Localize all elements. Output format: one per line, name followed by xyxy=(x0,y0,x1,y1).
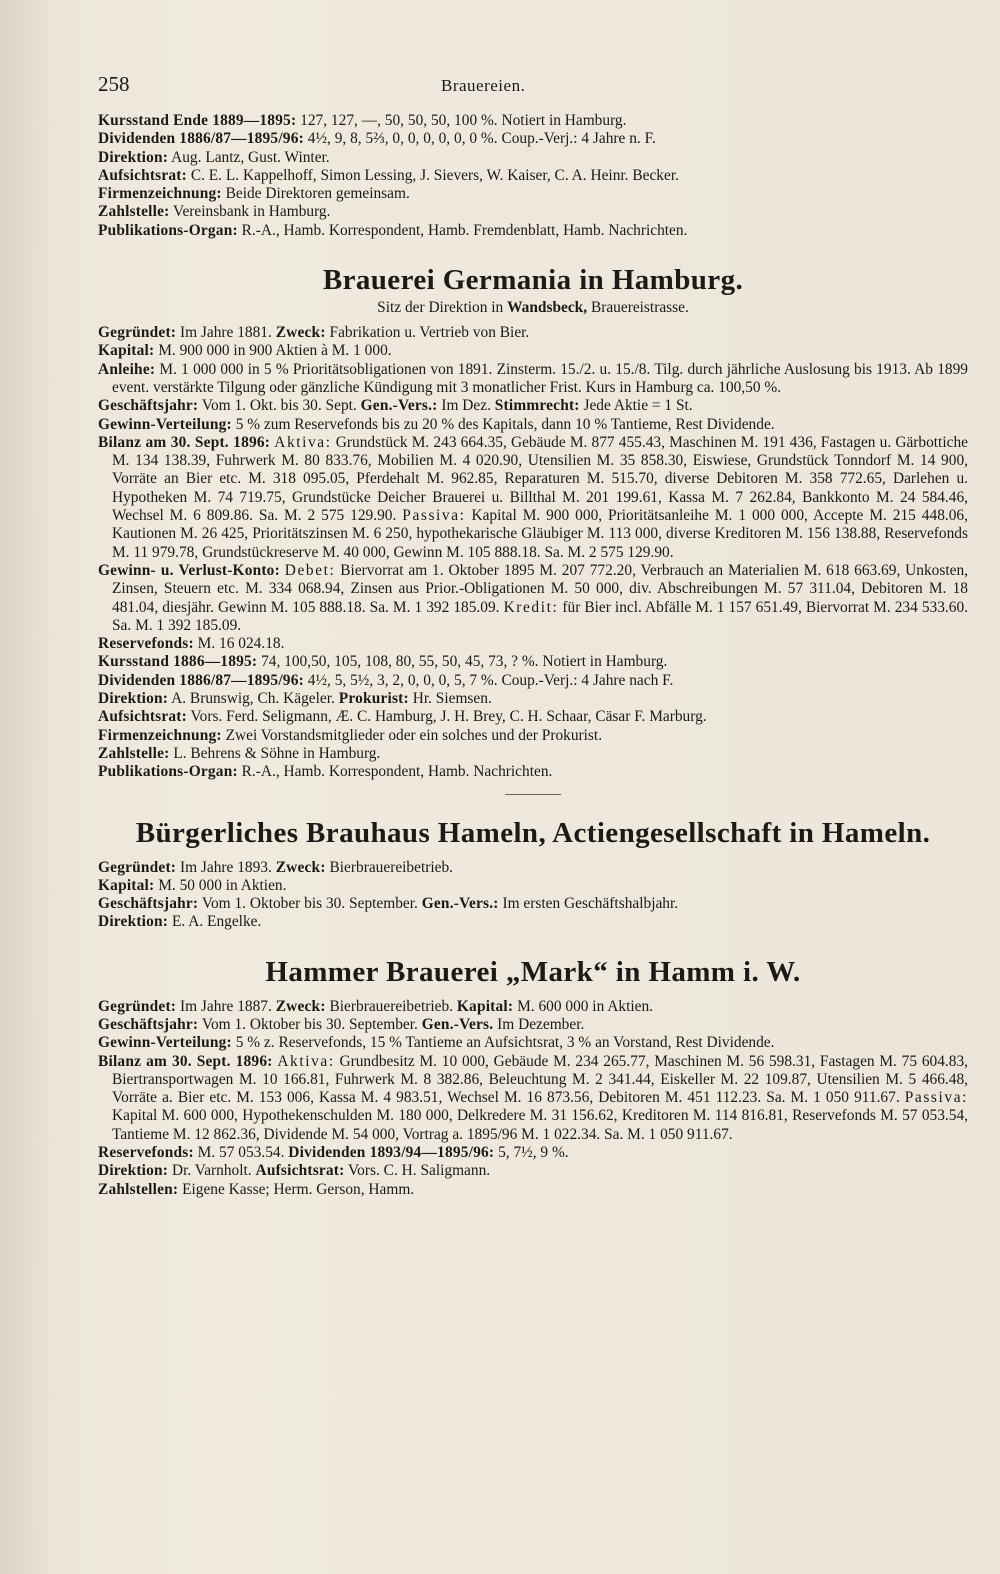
previous-company-continuation xyxy=(98,112,968,240)
entry-firmenzeichnung: Firmenzeichnung: Beide Direktoren gemeinsam. xyxy=(98,185,410,203)
company-germania xyxy=(98,262,968,781)
company-title: Brauerei Germania in Hamburg. xyxy=(322,264,744,297)
entry-reservefonds: Reservefonds: M. 16 024.18. xyxy=(98,635,285,653)
entry-gegruendet: Gegründet: Im Jahre 1887. Zweck: Bierbrauereibetrieb. Kapital: M. 600 000 in Aktien. xyxy=(98,997,654,1015)
entry-geschaeftsjahr: Geschäftsjahr: Vom 1. Oktober bis 30. September. Gen.-Vers. Im Dezember. xyxy=(98,1015,585,1033)
entry-zahlstelle: Zahlstelle: L. Behrens & Söhne in Hamburg. xyxy=(98,744,381,762)
entry-zahlstellen: Zahlstellen: Eigene Kasse; Herm. Gerson, Hamm. xyxy=(98,1180,415,1198)
entry-bilanz: Bilanz am 30. Sept. 1896: Aktiva: Grundbesitz M. 10 000, Gebäude M. 234 265.77, Maschinen M. 56 598.31, Fastagen M. 75 604.83, Biertransportwagen M. 10 166.81, Fuhrwerk M. 8 382.86, Beleuchtung M. 2 341.44, Eiskeller M. 22 109.87, Utensilien M. 5 466.48, Vorräte a. Bier etc. M. 153 006, Kassa M. 4 983.51, Wechsel M. 16 873.56, Debitoren M. 451 112.23. Sa. M. 1 050 911.67. Passiva: Kapital M. 600 000, Hypothekenschulden M. 180 000, Delkredere M. 31 156.62, Kreditoren M. 114 816.81, Reservefonds M. 57 053.54, Tantieme M. 12 862.36, Dividende M. 54 000, Vortrag a. 1895/96 M. 1 022.34. Sa. M. 1 050 911.67. xyxy=(98,1052,968,1143)
entry-direktion: Direktion: Aug. Lantz, Gust. Winter. xyxy=(98,148,330,166)
entry-aufsichtsrat: Aufsichtsrat: C. E. L. Kappelhoff, Simon Lessing, J. Sievers, W. Kaiser, C. A. Heinr. Becker. xyxy=(98,166,679,184)
entry-gegruendet: Gegründet: Im Jahre 1893. Zweck: Bierbrauereibetrieb. xyxy=(98,858,454,876)
entry-dividenden: Dividenden 1886/87—1895/96: 4½, 5, 5½, 3, 2, 0, 0, 0, 5, 7 %. Coup.-Verj.: 4 Jahre nach F. xyxy=(98,671,674,689)
entry-geschaeftsjahr: Geschäftsjahr: Vom 1. Oktober bis 30. September. Gen.-Vers.: Im ersten Geschäftshalbjahr. xyxy=(98,895,679,913)
company-title: Bürgerliches Brauhaus Hameln, Actiengesellschaft in Hameln. xyxy=(135,816,931,849)
entry-gegruendet: Gegründet: Im Jahre 1881. Zweck: Fabrikation u. Vertrieb von Bier. xyxy=(98,324,530,342)
entry-bilanz: Bilanz am 30. Sept. 1896: Aktiva: Grundstück M. 243 664.35, Gebäude M. 877 455.43, Maschinen M. 191 436, Fastagen u. Gärbottiche M. 134 138.39, Fuhrwerk M. 80 833.76, Mobilien M. 4 020.90, Utensilien M. 35 858.30, Eiswiese, Grundstück Tonndorf M. 14 900, Vorräte an Bier etc. M. 318 095.05, Pferdehalt M. 962.85, Reparaturen M. 515.70, diverse Debitoren M. 358 772.65, Darlehen u. Hypotheken M. 74 719.75, Grundstücke Deicher Brauerei u. Billthal M. 201 199.61, Kassa M. 7 262.84, Bankkonto M. 24 584.46, Wechsel M. 6 809.86. Sa. M. 2 575 129.90. Passiva: Kapital M. 900 000, Prioritätsanleihe M. 1 000 000, Accepte M. 215 448.06, Kautionen M. 26 425, Prioritätszinsen M. 6 250, hypothekarische Gläubiger M. 113 000, diverse Kreditoren M. 156 138.88, Reservefonds M. 11 979.78, Grundstückreserve M. 40 000, Gewinn M. 105 888.18. Sa. M. 2 575 129.90. xyxy=(98,433,968,561)
entry-gewinn-verteilung: Gewinn-Verteilung: 5 % z. Reservefonds, 15 % Tantieme an Aufsichtsrat, 3 % an Vorstand, Rest Dividende. xyxy=(98,1034,775,1052)
company-title: Hammer Brauerei „Mark“ in Hamm i. W. xyxy=(265,955,801,988)
company-seat: Sitz der Direktion in Wandsbeck, Brauereistrasse. xyxy=(377,299,689,317)
entry-zahlstelle: Zahlstelle: Vereinsbank in Hamburg. xyxy=(98,203,331,221)
entry-kursstand: Kursstand 1886—1895: 74, 100,50, 105, 108, 80, 55, 50, 45, 73, ? %. Notiert in Hamburg. xyxy=(98,653,668,671)
entry-gewinn-verteilung: Gewinn-Verteilung: 5 % zum Reservefonds bis zu 20 % des Kapitals, dann 10 % Tantieme, Rest Dividende. xyxy=(98,415,775,433)
running-title: Brauereien. xyxy=(441,76,526,95)
company-hameln xyxy=(98,815,968,932)
entry-gewinn-verlust-konto: Gewinn- u. Verlust-Konto: Debet: Biervorrat am 1. Oktober 1895 M. 207 772.20, Verbrauch an Materialien M. 618 663.69, Unkosten, Zinsen, Steuern etc. M. 334 068.94, Zinsen aus Prior.-Obligationen M. 50 000, div. Abschreibungen M. 57 311.04, Debitoren M. 18 481.04, diesjähr. Gewinn M. 105 888.18. Sa. M. 1 392 185.09. Kredit: für Bier incl. Abfälle M. 1 157 651.49, Biervorrat M. 234 533.60. Sa. M. 1 392 185.09. xyxy=(98,561,969,634)
entry-direktion: Direktion: Dr. Varnholt. Aufsichtsrat: Vors. C. H. Saligmann. xyxy=(98,1162,491,1180)
entry-firmenzeichnung: Firmenzeichnung: Zwei Vorstandsmitglieder oder ein solches und der Prokurist. xyxy=(98,726,603,744)
entry-aufsichtsrat: Aufsichtsrat: Vors. Ferd. Seligmann, Æ. C. Hamburg, J. H. Brey, C. H. Schaar, Cäsar F. Marburg. xyxy=(98,708,707,726)
entry-geschaeftsjahr: Geschäftsjahr: Vom 1. Okt. bis 30. Sept. Gen.-Vers.: Im Dez. Stimmrecht: Jede Aktie = 1 St. xyxy=(98,397,693,415)
entry-publikations-organ: Publikations-Organ: R.-A., Hamb. Korrespondent, Hamb. Nachrichten. xyxy=(98,763,553,781)
entry-kursstand: Kursstand Ende 1889—1895: 127, 127, —, 50, 50, 50, 100 %. Notiert in Hamburg. xyxy=(98,112,627,129)
entry-publikations-organ: Publikations-Organ: R.-A., Hamb. Korrespondent, Hamb. Fremdenblatt, Hamb. Nachrichten. xyxy=(98,221,688,239)
entry-kapital: Kapital: M. 50 000 in Aktien. xyxy=(98,876,287,894)
entry-kapital: Kapital: M. 900 000 in 900 Aktien à M. 1 000. xyxy=(98,342,392,360)
entry-anleihe: Anleihe: M. 1 000 000 in 5 % Prioritätsobligationen von 1891. Zinsterm. 15./2. u. 15./8. Tilg. durch jährliche Auslosung bis 1913. Ab 1899 event. verstärkte Tilgung oder gänzliche Kündigung mit 3 monatlicher Frist. Kurs in Hamburg ca. 100,50 %. xyxy=(98,360,968,396)
page-number: 258 xyxy=(98,72,130,96)
running-head xyxy=(98,72,968,112)
entry-direktion: Direktion: A. Brunswig, Ch. Kägeler. Prokurist: Hr. Siemsen. xyxy=(98,690,492,708)
entry-dividenden: Dividenden 1886/87—1895/96: 4½, 9, 8, 5⅔, 0, 0, 0, 0, 0, 0 %. Coup.-Verj.: 4 Jahre n. F. xyxy=(98,130,656,148)
entry-reservefonds: Reservefonds: M. 57 053.54. Dividenden 1893/94—1895/96: 5, 7½, 9 %. xyxy=(98,1144,569,1162)
company-hamm xyxy=(98,954,968,1199)
entry-direktion: Direktion: E. A. Engelke. xyxy=(98,913,262,931)
